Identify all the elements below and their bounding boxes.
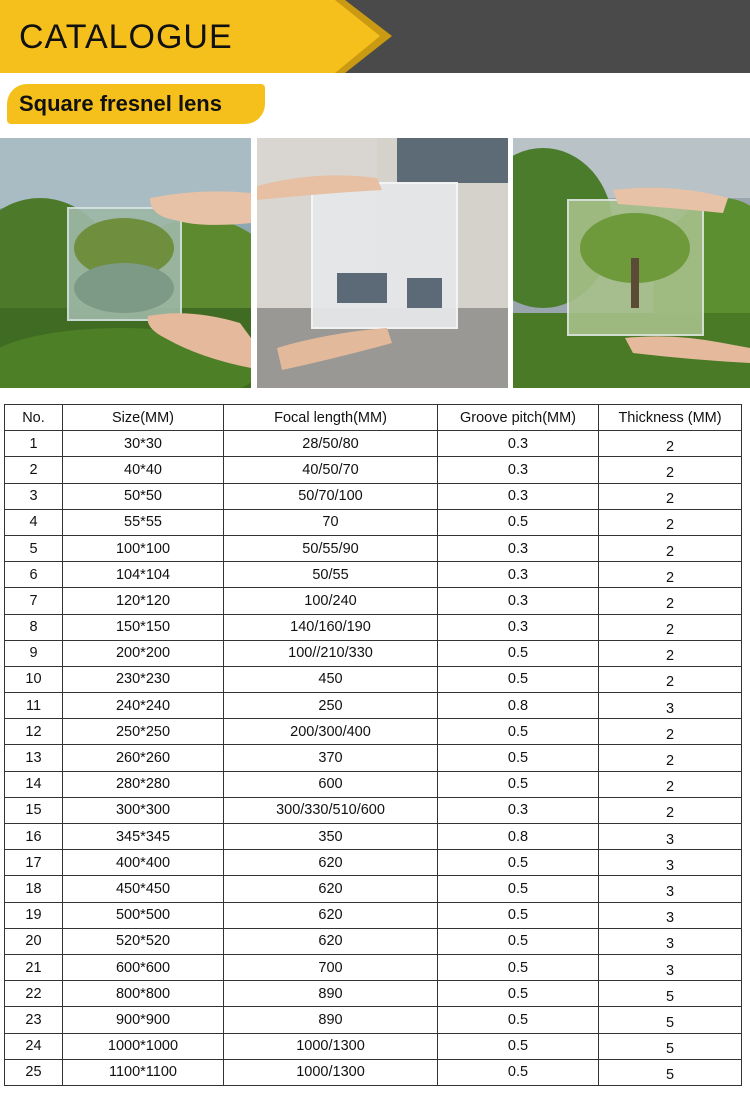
spec-table [4, 404, 742, 1086]
cell-size: 500*500 [63, 902, 224, 928]
table-row [5, 1059, 742, 1085]
cell-no: 18 [5, 876, 63, 902]
cell-thickness: 3 [599, 876, 742, 902]
table-row [5, 771, 742, 797]
cell-focal-length: 700 [224, 954, 438, 980]
cell-no: 5 [5, 535, 63, 561]
cell-groove-pitch: 0.5 [438, 876, 599, 902]
cell-no: 7 [5, 588, 63, 614]
cell-groove-pitch: 0.5 [438, 1033, 599, 1059]
cell-size: 345*345 [63, 824, 224, 850]
cell-groove-pitch: 0.3 [438, 483, 599, 509]
cell-thickness: 2 [599, 535, 742, 561]
cell-size: 120*120 [63, 588, 224, 614]
cell-no: 20 [5, 928, 63, 954]
cell-focal-length: 40/50/70 [224, 457, 438, 483]
cell-thickness: 3 [599, 954, 742, 980]
cell-no: 19 [5, 902, 63, 928]
cell-size: 230*230 [63, 666, 224, 692]
cell-focal-length: 250 [224, 693, 438, 719]
cell-thickness: 3 [599, 902, 742, 928]
catalogue-banner [0, 0, 750, 73]
cell-no: 10 [5, 666, 63, 692]
cell-size: 520*520 [63, 928, 224, 954]
table-row [5, 902, 742, 928]
lens-photo-garden [0, 138, 251, 388]
cell-size: 300*300 [63, 797, 224, 823]
cell-thickness: 2 [599, 719, 742, 745]
catalogue-title: CATALOGUE [19, 18, 233, 56]
cell-focal-length: 28/50/80 [224, 431, 438, 457]
cell-groove-pitch: 0.5 [438, 1007, 599, 1033]
cell-groove-pitch: 0.5 [438, 850, 599, 876]
cell-groove-pitch: 0.3 [438, 797, 599, 823]
table-row [5, 562, 742, 588]
cell-focal-length: 1000/1300 [224, 1059, 438, 1085]
cell-size: 800*800 [63, 981, 224, 1007]
cell-groove-pitch: 0.5 [438, 745, 599, 771]
cell-groove-pitch: 0.5 [438, 666, 599, 692]
header-focal-length: Focal length(MM) [224, 405, 438, 431]
cell-thickness: 2 [599, 431, 742, 457]
cell-thickness: 5 [599, 1059, 742, 1085]
cell-groove-pitch: 0.5 [438, 1059, 599, 1085]
cell-focal-length: 620 [224, 928, 438, 954]
cell-thickness: 2 [599, 588, 742, 614]
cell-size: 600*600 [63, 954, 224, 980]
cell-focal-length: 890 [224, 1007, 438, 1033]
cell-focal-length: 450 [224, 666, 438, 692]
table-row [5, 1033, 742, 1059]
cell-groove-pitch: 0.5 [438, 954, 599, 980]
table-row [5, 483, 742, 509]
table-row [5, 954, 742, 980]
cell-no: 8 [5, 614, 63, 640]
cell-size: 100*100 [63, 535, 224, 561]
cell-no: 9 [5, 640, 63, 666]
cell-size: 1000*1000 [63, 1033, 224, 1059]
cell-thickness: 2 [599, 457, 742, 483]
cell-thickness: 3 [599, 824, 742, 850]
table-row [5, 666, 742, 692]
cell-groove-pitch: 0.3 [438, 457, 599, 483]
cell-thickness: 2 [599, 562, 742, 588]
cell-no: 17 [5, 850, 63, 876]
cell-no: 23 [5, 1007, 63, 1033]
cell-no: 14 [5, 771, 63, 797]
table-row [5, 928, 742, 954]
cell-thickness: 2 [599, 640, 742, 666]
cell-no: 16 [5, 824, 63, 850]
cell-groove-pitch: 0.3 [438, 431, 599, 457]
cell-groove-pitch: 0.5 [438, 902, 599, 928]
cell-size: 260*260 [63, 745, 224, 771]
cell-focal-length: 620 [224, 876, 438, 902]
table-header-row [5, 405, 742, 431]
cell-groove-pitch: 0.3 [438, 562, 599, 588]
cell-size: 900*900 [63, 1007, 224, 1033]
cell-thickness: 3 [599, 850, 742, 876]
table-row [5, 745, 742, 771]
cell-groove-pitch: 0.5 [438, 509, 599, 535]
cell-no: 22 [5, 981, 63, 1007]
cell-thickness: 2 [599, 509, 742, 535]
section-title: Square fresnel lens [19, 91, 222, 116]
cell-groove-pitch: 0.3 [438, 535, 599, 561]
cell-no: 3 [5, 483, 63, 509]
cell-no: 2 [5, 457, 63, 483]
table-row [5, 719, 742, 745]
lens-photo-tree [513, 138, 750, 388]
cell-groove-pitch: 0.5 [438, 928, 599, 954]
cell-size: 400*400 [63, 850, 224, 876]
cell-focal-length: 100//210/330 [224, 640, 438, 666]
table-row [5, 981, 742, 1007]
cell-no: 24 [5, 1033, 63, 1059]
cell-focal-length: 50/55 [224, 562, 438, 588]
cell-no: 4 [5, 509, 63, 535]
cell-groove-pitch: 0.5 [438, 640, 599, 666]
table-row [5, 876, 742, 902]
cell-thickness: 5 [599, 1007, 742, 1033]
cell-size: 200*200 [63, 640, 224, 666]
cell-thickness: 2 [599, 797, 742, 823]
cell-focal-length: 1000/1300 [224, 1033, 438, 1059]
cell-no: 13 [5, 745, 63, 771]
cell-no: 6 [5, 562, 63, 588]
table-row [5, 797, 742, 823]
cell-no: 11 [5, 693, 63, 719]
table-row [5, 850, 742, 876]
table-row [5, 588, 742, 614]
cell-size: 50*50 [63, 483, 224, 509]
cell-thickness: 3 [599, 693, 742, 719]
cell-thickness: 3 [599, 928, 742, 954]
cell-size: 240*240 [63, 693, 224, 719]
cell-focal-length: 70 [224, 509, 438, 535]
cell-size: 150*150 [63, 614, 224, 640]
cell-focal-length: 620 [224, 902, 438, 928]
cell-no: 25 [5, 1059, 63, 1085]
table-row [5, 509, 742, 535]
cell-size: 30*30 [63, 431, 224, 457]
cell-groove-pitch: 0.5 [438, 981, 599, 1007]
table-row [5, 614, 742, 640]
cell-thickness: 2 [599, 771, 742, 797]
cell-focal-length: 50/55/90 [224, 535, 438, 561]
header-size: Size(MM) [63, 405, 224, 431]
cell-focal-length: 350 [224, 824, 438, 850]
table-row [5, 693, 742, 719]
cell-focal-length: 50/70/100 [224, 483, 438, 509]
header-groove-pitch: Groove pitch(MM) [438, 405, 599, 431]
cell-groove-pitch: 0.3 [438, 588, 599, 614]
cell-size: 40*40 [63, 457, 224, 483]
cell-focal-length: 100/240 [224, 588, 438, 614]
cell-size: 450*450 [63, 876, 224, 902]
table-row [5, 431, 742, 457]
table-row [5, 640, 742, 666]
cell-focal-length: 890 [224, 981, 438, 1007]
cell-thickness: 2 [599, 666, 742, 692]
cell-groove-pitch: 0.8 [438, 824, 599, 850]
cell-focal-length: 600 [224, 771, 438, 797]
cell-groove-pitch: 0.3 [438, 614, 599, 640]
table-body [5, 431, 742, 1086]
cell-size: 55*55 [63, 509, 224, 535]
cell-thickness: 2 [599, 483, 742, 509]
cell-thickness: 5 [599, 1033, 742, 1059]
cell-groove-pitch: 0.5 [438, 771, 599, 797]
header-no: No. [5, 405, 63, 431]
cell-no: 21 [5, 954, 63, 980]
cell-focal-length: 140/160/190 [224, 614, 438, 640]
cell-size: 1100*1100 [63, 1059, 224, 1085]
cell-focal-length: 200/300/400 [224, 719, 438, 745]
table-row [5, 457, 742, 483]
cell-size: 104*104 [63, 562, 224, 588]
cell-groove-pitch: 0.5 [438, 719, 599, 745]
cell-groove-pitch: 0.8 [438, 693, 599, 719]
cell-focal-length: 370 [224, 745, 438, 771]
cell-thickness: 5 [599, 981, 742, 1007]
cell-thickness: 2 [599, 614, 742, 640]
section-title-badge [7, 84, 265, 124]
cell-no: 15 [5, 797, 63, 823]
table-row [5, 824, 742, 850]
table-row [5, 1007, 742, 1033]
header-thickness: Thickness (MM) [599, 405, 742, 431]
cell-size: 250*250 [63, 719, 224, 745]
cell-focal-length: 620 [224, 850, 438, 876]
cell-focal-length: 300/330/510/600 [224, 797, 438, 823]
cell-thickness: 2 [599, 745, 742, 771]
cell-size: 280*280 [63, 771, 224, 797]
table-row [5, 535, 742, 561]
cell-no: 12 [5, 719, 63, 745]
lens-photo-building [257, 138, 508, 388]
cell-no: 1 [5, 431, 63, 457]
